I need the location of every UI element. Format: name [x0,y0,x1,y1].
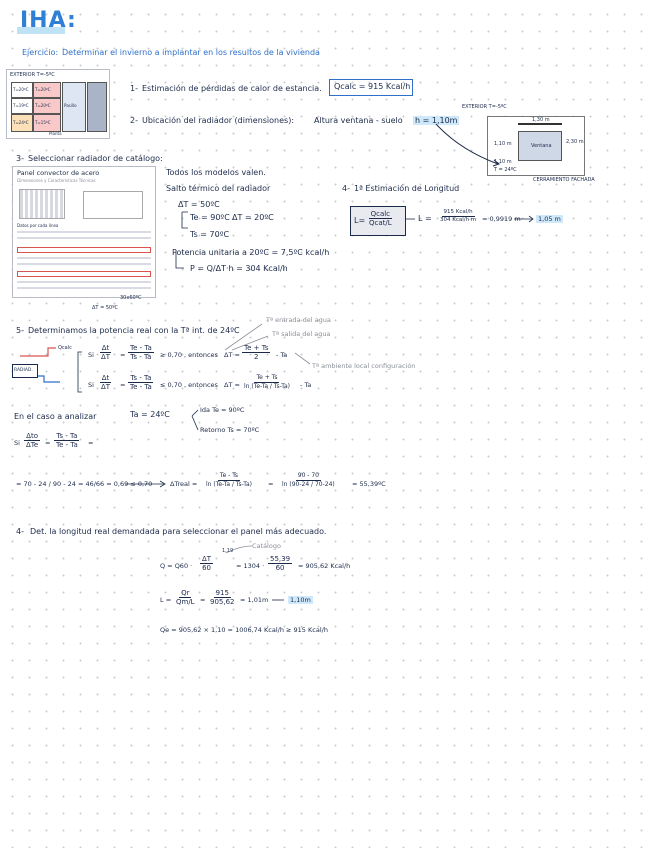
case-return: Retorno Ts = 70ºC [200,426,260,434]
plan-room: T=20ºC [33,82,61,98]
q-fraction: $\frac{\Delta T}{60}$ [202,555,212,572]
step6-number: 4- [16,527,24,536]
l-mid-fraction: $\frac{915}{905,62}$ [210,589,235,606]
step2-number: 2- [130,116,138,125]
elevation-footer: CERRAMIENTO FACHADA [533,177,595,183]
step3-text: Seleccionar radiador de catálogo: [28,154,163,163]
plan-room: T=19ºC [11,98,33,114]
step3-power: Potencia unitaria a 20ºC = 7,5ºC kcal/h [172,248,330,257]
plan-room: T=20ºC [11,82,33,98]
floor-plan-thumbnail: EXTERIOR T=-5ºC T=20ºC T=20ºC T=19ºC T=20ºC T=24ºC T=15ºC Pasillo Planta [6,69,110,139]
step5-text: Determinamos la potencia real con la Tª int. de 24ºC [28,326,240,335]
q-mid-fraction: $\frac{55,39}{60}$ [270,555,291,572]
radiator-flow-label: Qcalc [58,345,72,351]
calc-result: = 55,39ºC [352,480,386,488]
cond1-mid: $\frac{Te - Ta}{Ts - Ta}$ [130,344,152,361]
step2-text: Ubicación del radiador (dimensiones): [142,116,295,125]
elevation-thumbnail: 1,30 m Ventana 1,10 m 2,30 m 1,10 m T = 24ºC [487,116,585,176]
step3-dt-eq: ΔT = 20ºC [232,213,274,222]
exercise-label: Ejercicio: [22,48,59,57]
step2-detail: Altura ventana - suelo [314,116,403,125]
step3-dt: ΔT = 50ºC [178,200,220,209]
step4-lead: L = [418,214,432,223]
plan-room: T=24ºC [11,114,33,132]
note-ambient: Tª ambiente local configuración [312,362,416,370]
catalog-note: Catálogo [252,542,281,550]
cond2-lhs: $\frac{\Delta t}{\Delta T}$ [101,374,111,391]
plan-room: T=15ºC [33,114,61,132]
l-final: 1,10m [290,596,311,604]
radiator-drawing [83,191,143,219]
step3-salto: Salto térmico del radiador [166,184,271,193]
case-ta: Ta = 24ºC [130,410,170,419]
step4-number: 4- [342,184,350,193]
elevation-exterior-label: EXTERIOR T=-5ºC [462,104,507,110]
step4-result: = 0,9919 m [482,215,521,223]
cond1-lhs: $\frac{\Delta t}{\Delta T}$ [101,344,111,361]
cond2-result: ≤ 0,70 , entonces [160,381,218,389]
note-inlet: Tª entrada del agua [266,316,331,324]
step6-text: Det. la longitud real demandada para seleccionar el panel más adecuado. [30,527,327,536]
calc-dt-fraction: $\frac{Te - Ts}{\ln (Te-Ta / Ts-Ta)}$ [206,472,252,488]
page-title: IHA: [20,8,77,33]
length-formula-box: L= Qcalc Qcat/L [350,206,406,236]
case-lhs-fraction: Δto ΔTe [26,432,39,449]
step3-p: P = Q/ΔT·h = 304 Kcal/h [190,264,288,273]
radiator-schematic: RADIAD. [12,364,38,378]
plan-room: T=20ºC [33,98,61,114]
step1-number: 1- [130,84,138,93]
window-shape: Ventana [518,131,562,161]
exercise-statement: Determinar el invierno a implantar en los resultos de la vivienda [62,48,320,57]
step3-ts: Ts = 70ºC [190,230,230,239]
step4-fraction: 915 Kcal/h 304 Kcal/h·m [440,209,477,223]
q-result: = 905,62 Kcal/h [298,562,351,570]
step4-final: 1,05 m [538,215,561,223]
cond2-mid: $\frac{Ts - Ta}{Te - Ta}$ [130,374,152,391]
note-outlet: Tª salida del agua [272,330,331,338]
step1-text: Estimación de pérdidas de calor de estancia. [142,84,322,93]
notes-page: IHA: Ejercicio: Determinar el invierno a implantar en los resultos de la vivienda EXTERIOR T=-5ºC T=20ºC T=20ºC T=19ºC T=20ºC T=24ºC T=15ºC Pasillo Planta 1- Estimación de pérdidas de calor de estancia. Qcalc = 915 Kcal/h 2- Ubicación del radiador (dimensiones): Altura ventana - suelo h = 1,10m EXTERIOR T=-5ºC 1,30 m Ventana 1,10 m 2,30 m 1,10 m T = 24ºC CERRAMIENTO FACHADA 3- Seleccionar radiador de catálogo: Panel convector de acero Dimensiones y Características Técnicas Datos por cada línea 30x60ºC ΔT = 50ºC Todos los modelos valen. Salto térmico del radiador ΔT = 50ºC Te = 90ºC ΔT = 20ºC Ts = 70ºC Potencia unitaria a 20ºC = 7,5ºC kcal/h P = Q/ΔT·h = 304 Kcal/h 4- 1ª Estimación de Longitud L= Qcalc Qcat/L L = 915 Kcal/h 304 Kcal/h·m = 0,9919 m 1,05 m 5- Determinamos la potencia real con la Tª int. de 24ºC Tª entrada del agua Tª salida del agua Tª ambiente local configuración RADIAD. Qcalc Si $\frac{\Delta t}{\Delta T}$ = $\frac{Te - Ta}{Ts - Ta}$ ≥ 0,70 , entonces ΔT = $\frac{Te + Ts}{2}$ - Ta Si $\frac{\Delta t}{\Delta T}$ = $\frac{Ts - Ta}{Te - Ta}$ ≤ 0,70 , entonces ΔT = $\frac{Te + Ts}{\ln (Te-Ta / Ts-Ta)}$ - Ta En el caso a analizar Ta = 24ºC Ida Te = 90ºC Retorno Ts = 70ºC Si Δto ΔTe = $\frac{Ts - Ta}{Te - Ta}$ = = 70 - 24 / 90 - 24 = 46/66 = 0,69 ≤ 0,70 ΔTreal = $\frac{Te - Ts}{\ln (Te-Ta / Ts-Ta)}$ = $\frac{90 - 70}{\ln (90-24 / 70-24)}$ = 55,39ºC 4- Det. la longitud real demandada para seleccionar el panel más adecuado. Catálogo Q = Q60 · $\frac{\Delta T}{60}$ 1,19 = 1304 · $\frac{55,39}{60}$ = 905,62 Kcal/h L = $\frac{Qr}{Qm/L}$ = $\frac{915}{905,62}$ = 1,01m 1,10m Qe = 905,62 × 1,10 = 1006,74 Kcal/h ≥ 915 Kcal/h [0,0,656,848]
case-ida: Ida Te = 90ºC [200,406,245,414]
catalog-badge-a: ΔT = 50ºC [92,305,119,311]
calc-line: = 70 - 24 / 90 - 24 = 46/66 = 0,69 ≤ 0,70 [16,480,153,488]
length-formula-lhs: L= [354,216,366,225]
cond2-dt-fraction: $\frac{Te + Ts}{\ln (Te-Ta / Ts-Ta)}$ [244,374,290,390]
case-mid-fraction: $\frac{Ts - Ta}{Te - Ta}$ [56,432,78,449]
cond1-dt-fraction: $\frac{Te + Ts}{2}$ [244,344,269,361]
cond1-result: ≥ 0,70 , entonces [160,351,218,359]
step5-number: 5- [16,326,24,335]
catalog-badge-b: 30x60ºC [120,295,142,301]
case-text: En el caso a analizar [14,412,97,421]
step1-result: Qcalc = 915 Kcal/h [334,82,411,91]
step2-result: h = 1,10m [415,116,458,125]
step3-number: 3- [16,154,24,163]
plan-room: Pasillo [62,82,86,132]
radiator-image [19,189,65,219]
step3-all-valid: Todos los modelos valen. [166,168,266,177]
step3-te: Te = 90ºC [190,213,230,222]
step4-text: 1ª Estimación de Longitud [354,184,460,193]
qe-line: Qe = 905,62 × 1,10 = 1006,74 Kcal/h ≥ 915 Kcal/h [160,626,328,634]
catalog-thumbnail: Panel convector de acero Dimensiones y Características Técnicas Datos por cada línea [12,166,156,298]
calc-num-fraction: $\frac{90 - 70}{\ln (90-24 / 70-24)}$ [282,472,335,488]
l-fraction: $\frac{Qr}{Qm/L}$ [176,589,195,606]
l-result: = 1,01m [240,596,269,604]
